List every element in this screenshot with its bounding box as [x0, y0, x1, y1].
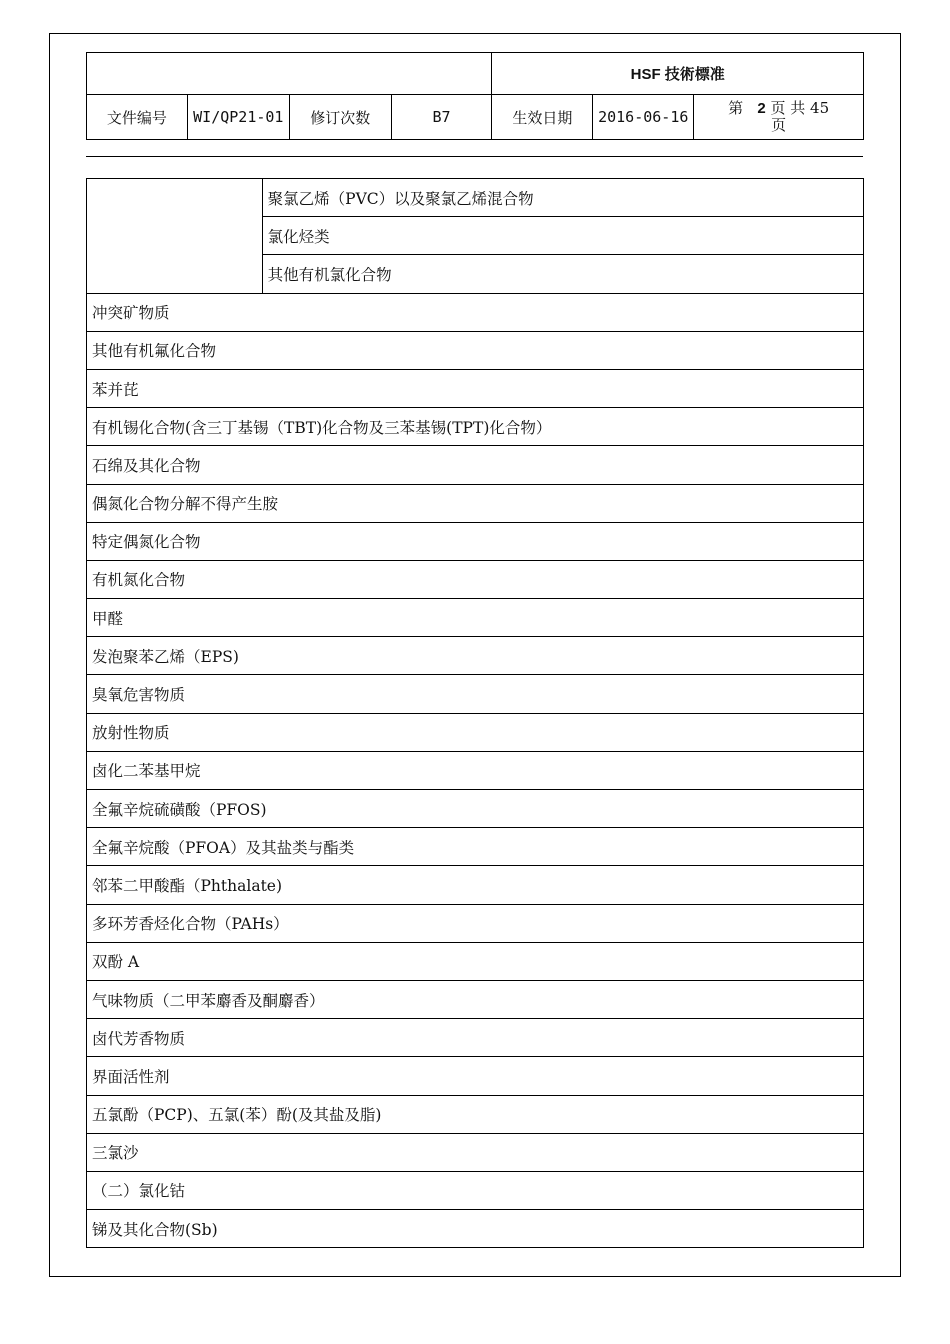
substance-item: 有机锡化合物(含三丁基锡（TBT)化合物及三苯基锡(TPT)化合物）: [87, 408, 864, 446]
table-row: [87, 1019, 864, 1057]
substance-item: 界面活性剂: [87, 1057, 864, 1095]
table-row: [87, 980, 864, 1018]
table-row: [87, 560, 864, 598]
revision-value: B7: [391, 95, 492, 140]
group-category-cell: [87, 179, 263, 294]
table-row: [87, 331, 864, 369]
document-header: [86, 52, 864, 140]
substance-item: 双酚 A: [87, 942, 864, 980]
table-row: [87, 1095, 864, 1133]
substance-item: 锑及其化合物(Sb): [87, 1210, 864, 1248]
effective-date-label: 生效日期: [492, 95, 593, 140]
sub-item: 其他有机氯化合物: [262, 255, 863, 293]
page-indicator: [694, 95, 864, 140]
table-row: [87, 1210, 864, 1248]
substance-item: 臭氧危害物质: [87, 675, 864, 713]
table-row: [87, 866, 864, 904]
substance-item: 石绵及其化合物: [87, 446, 864, 484]
substance-item: 有机氮化合物: [87, 560, 864, 598]
doc-number-value: WI/QP21-01: [187, 95, 289, 140]
table-row: [87, 1057, 864, 1095]
substance-item: 其他有机氟化合物: [87, 331, 864, 369]
table-row: [87, 675, 864, 713]
substance-item: 三氯沙: [87, 1133, 864, 1171]
substance-item: 冲突矿物质: [87, 293, 864, 331]
table-row: [87, 522, 864, 560]
table-row: [87, 790, 864, 828]
table-row: [87, 408, 864, 446]
table-row: [87, 942, 864, 980]
substance-item: 放射性物质: [87, 713, 864, 751]
document-title: HSF 技術標准: [492, 53, 864, 95]
substance-item: 偶氮化合物分解不得产生胺: [87, 484, 864, 522]
effective-date-value: 2016-06-16: [593, 95, 694, 140]
table-row: [87, 599, 864, 637]
header-blank-cell: [87, 53, 492, 95]
revision-label: 修订次数: [289, 95, 391, 140]
table-row: [87, 751, 864, 789]
substance-item: 五氯酚（PCP)、五氯(苯）酚(及其盐及脂): [87, 1095, 864, 1133]
substance-item: 全氟辛烷酸（PFOA）及其盐类与酯类: [87, 828, 864, 866]
table-row: [87, 1133, 864, 1171]
substance-item: 发泡聚苯乙烯（EPS): [87, 637, 864, 675]
doc-number-label: 文件编号: [87, 95, 188, 140]
substance-item: （二）氯化钴: [87, 1171, 864, 1209]
header-divider: [86, 156, 863, 157]
substance-item: 苯并芘: [87, 369, 864, 407]
table-row: [87, 1171, 864, 1209]
substance-item: 甲醛: [87, 599, 864, 637]
substance-item: 卤化二苯基甲烷: [87, 751, 864, 789]
page-current: 2: [757, 100, 766, 117]
table-row: [87, 446, 864, 484]
substance-item: 全氟辛烷硫磺酸（PFOS): [87, 790, 864, 828]
sub-item: 聚氯乙烯（PVC）以及聚氯乙烯混合物: [262, 179, 863, 217]
substance-item: 特定偶氮化合物: [87, 522, 864, 560]
substance-item: 气味物质（二甲苯麝香及酮麝香）: [87, 980, 864, 1018]
substance-table: [86, 178, 864, 1248]
table-row: [87, 293, 864, 331]
substance-item: 多环芳香烃化合物（PAHs）: [87, 904, 864, 942]
sub-item: 氯化烃类: [262, 217, 863, 255]
table-row: [87, 369, 864, 407]
table-row: [87, 484, 864, 522]
page-suffix: 页: [771, 116, 787, 134]
table-row: [87, 713, 864, 751]
page-prefix: 第: [728, 99, 744, 117]
table-row: [87, 904, 864, 942]
table-row: [87, 637, 864, 675]
substance-item: 邻苯二甲酸酯（Phthalate): [87, 866, 864, 904]
substance-item: 卤代芳香物质: [87, 1019, 864, 1057]
page-total: 页 共 45: [770, 99, 830, 117]
table-row: [87, 828, 864, 866]
